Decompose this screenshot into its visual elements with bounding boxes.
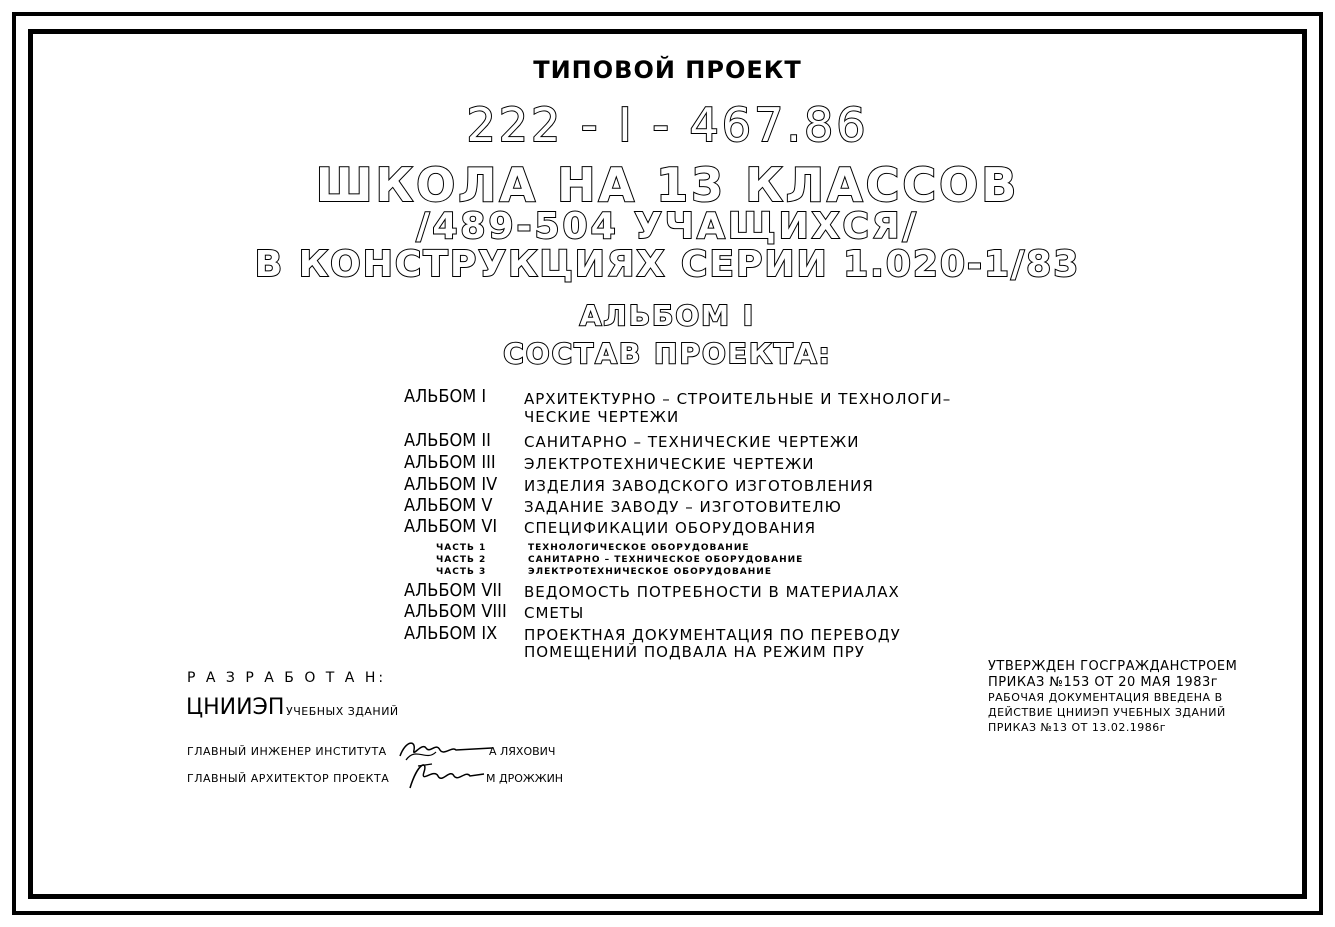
album-text: СМЕТЫ	[524, 604, 585, 622]
album-text: СПЕЦИФИКАЦИИ ОБОРУДОВАНИЯ	[524, 519, 817, 537]
album-text: САНИТАРНО – ТЕХНИЧЕСКИЕ ЧЕРТЕЖИ	[524, 433, 860, 451]
album-text: ВЕДОМОСТЬ ПОТРЕБНОСТИ В МАТЕРИАЛАХ	[524, 583, 900, 601]
project-subtitle-series: В КОНСТРУКЦИЯХ СЕРИИ 1.020-1/83	[254, 244, 1081, 285]
album-label: АЛЬБОМ III	[404, 452, 496, 473]
chief-engineer-title: ГЛАВНЫЙ ИНЖЕНЕР ИНСТИТУТА	[187, 745, 387, 758]
project-subtitle-students: /489-504 УЧАЩИХСЯ/	[416, 206, 919, 247]
developer-org: ЦНИИЭП	[186, 695, 285, 720]
approval-line: УТВЕРЖДЕН ГОСГРАЖДАНСТРОЕМ	[988, 659, 1238, 674]
album-label: АЛЬБОМ IV	[404, 474, 498, 495]
chief-architect-name: М ДРОЖЖИН	[486, 772, 564, 785]
approval-line: ПРИКАЗ №153 ОТ 20 МАЯ 1983г	[988, 675, 1219, 690]
project-code: 222 - I - 467.86	[466, 98, 869, 152]
part-text: ТЕХНОЛОГИЧЕСКОЕ ОБОРУДОВАНИЕ	[528, 543, 750, 553]
album-label: АЛЬБОМ I	[404, 386, 487, 407]
project-type-label: ТИПОВОЙ ПРОЕКТ	[533, 56, 802, 84]
album-label: АЛЬБОМ VII	[404, 580, 502, 601]
part-label: ЧАСТЬ 3	[436, 567, 487, 577]
album-label: АЛЬБОМ IX	[404, 623, 498, 644]
chief-architect-signature	[404, 758, 488, 794]
album-text: ПРОЕКТНАЯ ДОКУМЕНТАЦИЯ ПО ПЕРЕВОДУ	[524, 626, 901, 644]
approval-line: ДЕЙСТВИЕ ЦНИИЭП УЧЕБНЫХ ЗДАНИЙ	[988, 706, 1226, 719]
album-heading: АЛЬБОМ I	[579, 299, 756, 332]
album-text: ЗАДАНИЕ ЗАВОДУ – ИЗГОТОВИТЕЛЮ	[524, 498, 842, 516]
developer-heading: Р А З Р А Б О Т А Н:	[187, 670, 387, 686]
album-text: АРХИТЕКТУРНО – СТРОИТЕЛЬНЫЕ И ТЕХНОЛОГИ–	[524, 390, 952, 408]
composition-heading: СОСТАВ ПРОЕКТА:	[503, 337, 832, 370]
album-text: ИЗДЕЛИЯ ЗАВОДСКОГО ИЗГОТОВЛЕНИЯ	[524, 477, 874, 495]
album-text: ЭЛЕКТРОТЕХНИЧЕСКИЕ ЧЕРТЕЖИ	[524, 455, 815, 473]
album-label: АЛЬБОМ VIII	[404, 601, 507, 622]
album-text: ПОМЕЩЕНИЙ ПОДВАЛА НА РЕЖИМ ПРУ	[524, 643, 865, 661]
album-label: АЛЬБОМ V	[404, 495, 493, 516]
project-title: ШКОЛА НА 13 КЛАССОВ	[315, 158, 1020, 212]
part-text: ЭЛЕКТРОТЕХНИЧЕСКОЕ ОБОРУДОВАНИЕ	[528, 567, 772, 577]
album-label: АЛЬБОМ VI	[404, 516, 498, 537]
part-text: САНИТАРНО – ТЕХНИЧЕСКОЕ ОБОРУДОВАНИЕ	[528, 555, 804, 565]
album-text: ЧЕСКИЕ ЧЕРТЕЖИ	[524, 408, 680, 426]
chief-architect-title: ГЛАВНЫЙ АРХИТЕКТОР ПРОЕКТА	[187, 772, 390, 785]
part-label: ЧАСТЬ 2	[436, 555, 487, 565]
part-label: ЧАСТЬ 1	[436, 543, 487, 553]
approval-line: ПРИКАЗ №13 ОТ 13.02.1986г	[988, 721, 1167, 734]
developer-org-suffix: УЧЕБНЫХ ЗДАНИЙ	[286, 705, 399, 718]
album-label: АЛЬБОМ II	[404, 430, 491, 451]
approval-line: РАБОЧАЯ ДОКУМЕНТАЦИЯ ВВЕДЕНА В	[988, 691, 1223, 704]
chief-engineer-name: А ЛЯХОВИЧ	[489, 745, 556, 758]
